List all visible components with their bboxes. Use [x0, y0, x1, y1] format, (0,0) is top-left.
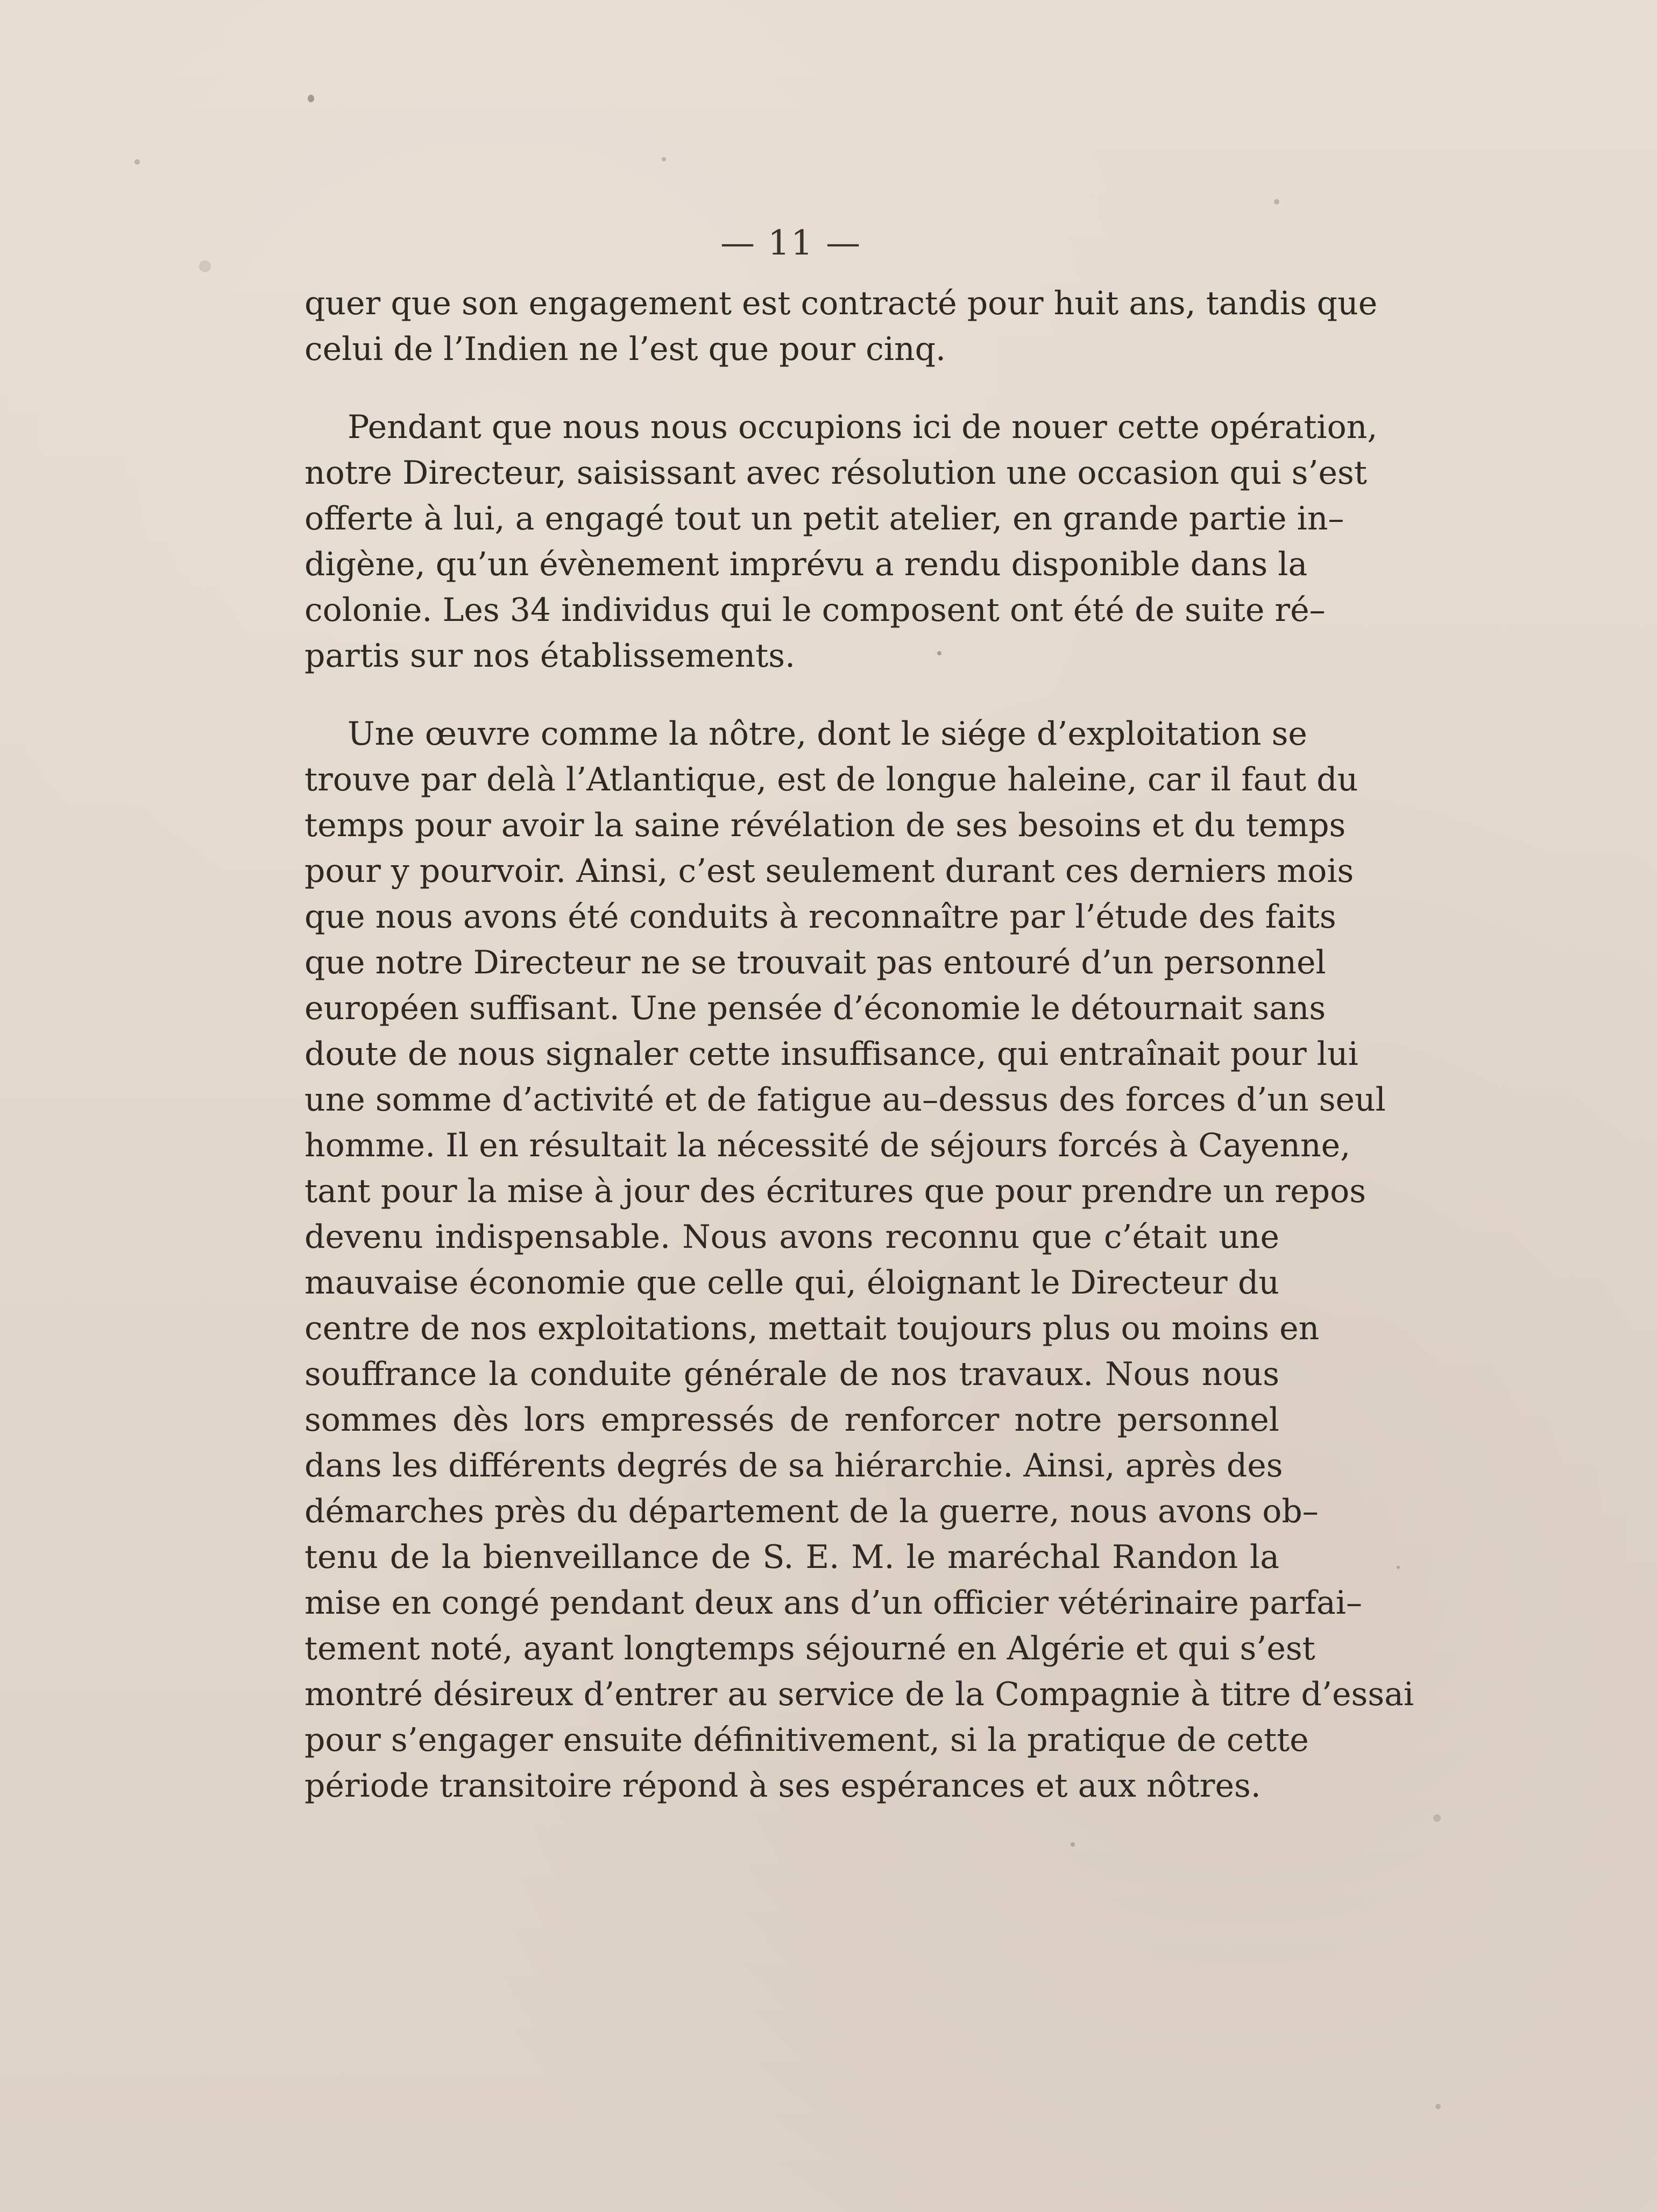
- text-line: digène, qu’un évènement imprévu a rendu disponible dans la: [305, 546, 1308, 583]
- ink-speck: [199, 260, 211, 272]
- ink-speck: [1433, 1814, 1441, 1822]
- text-line: mise en congé pendant deux ans d’un officier vétérinaire parfai–: [305, 1584, 1362, 1622]
- text-line: pour s’engager ensuite définitivement, si la pratique de cette: [305, 1721, 1309, 1759]
- text-line: celui de l’Indien ne l’est que pour cinq.: [305, 330, 946, 368]
- ink-speck: [308, 95, 314, 102]
- text-line: mauvaise économie que celle qui, éloignant le Directeur du: [305, 1264, 1279, 1302]
- text-line: montré désireux d’entrer au service de la Compagnie à titre d’essai: [305, 1676, 1414, 1713]
- text-line: notre Directeur, saisissant avec résolution une occasion qui s’est: [305, 454, 1367, 492]
- text-line: centre de nos exploitations, mettait toujours plus ou moins en: [305, 1310, 1320, 1347]
- text-line: homme. Il en résultait la nécessité de séjours forcés à Cayenne,: [305, 1127, 1351, 1164]
- text-line: que notre Directeur ne se trouvait pas entouré d’un personnel: [305, 944, 1326, 981]
- text-line: Pendant que nous nous occupions ici de nouer cette opération,: [348, 408, 1378, 446]
- ink-speck: [1435, 2104, 1441, 2109]
- text-line: tenu de la bienveillance de S. E. M. le maréchal Randon la: [305, 1538, 1279, 1576]
- text-line: Une œuvre comme la nôtre, dont le siége d’exploitation se: [348, 715, 1307, 753]
- text-line: dans les différents degrés de sa hiérarchie. Ainsi, après des: [305, 1447, 1283, 1485]
- text-line: démarches près du département de la guerre, nous avons ob–: [305, 1493, 1319, 1530]
- page-number: — 11 —: [720, 223, 862, 263]
- text-line: temps pour avoir la saine révélation de ses besoins et du temps: [305, 807, 1346, 844]
- text-line: tant pour la mise à jour des écritures que pour prendre un repos: [305, 1172, 1366, 1210]
- text-line: tement noté, ayant longtemps séjourné en Algérie et qui s’est: [305, 1630, 1315, 1667]
- text-line: sommes dès lors empressés de renforcer notre personnel: [305, 1401, 1279, 1439]
- text-line: pour y pourvoir. Ainsi, c’est seulement durant ces derniers mois: [305, 852, 1354, 890]
- paragraph-2: [305, 405, 1378, 679]
- text-line: colonie. Les 34 individus qui le composent ont été de suite ré–: [305, 591, 1326, 629]
- text-line: période transitoire répond à ses espérances et aux nôtres.: [305, 1767, 1261, 1805]
- text-line: devenu indispensable. Nous avons reconnu que c’était une: [305, 1218, 1279, 1256]
- text-line: offerte à lui, a engagé tout un petit atelier, en grande partie in–: [305, 500, 1344, 538]
- ink-speck: [1274, 199, 1279, 204]
- ink-speck: [662, 157, 666, 161]
- text-line: européen suffisant. Une pensée d’économie le détournait sans: [305, 990, 1326, 1027]
- text-line: partis sur nos établissements.: [305, 637, 796, 675]
- ink-speck: [134, 159, 140, 165]
- text-line: que nous avons été conduits à reconnaître par l’étude des faits: [305, 898, 1336, 936]
- paragraph-1: [305, 281, 1378, 372]
- ink-speck: [1397, 1566, 1400, 1569]
- text-line: une somme d’activité et de fatigue au–dessus des forces d’un seul: [305, 1081, 1386, 1119]
- text-line: trouve par delà l’Atlantique, est de longue haleine, car il faut du: [305, 761, 1358, 798]
- text-line: souffrance la conduite générale de nos travaux. Nous nous: [305, 1355, 1279, 1393]
- body-text: [305, 281, 1414, 1809]
- ink-speck: [1071, 1842, 1075, 1847]
- text-line: doute de nous signaler cette insuffisance, qui entraînait pour lui: [305, 1035, 1358, 1073]
- paragraph-3: [305, 711, 1414, 1809]
- text-line: quer que son engagement est contracté pour huit ans, tandis que: [305, 285, 1378, 322]
